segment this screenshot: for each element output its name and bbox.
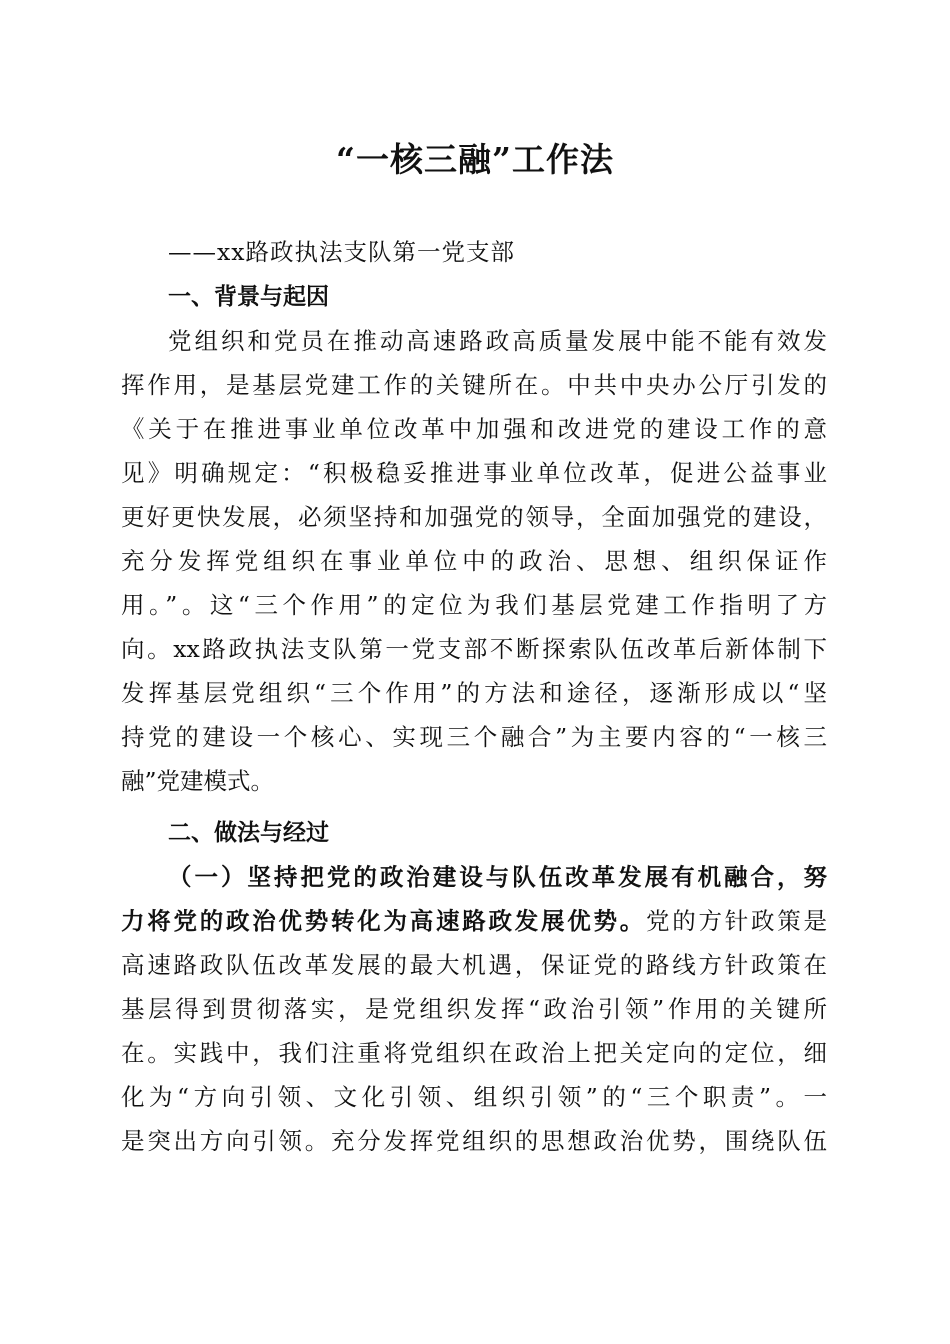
paragraph-line: 《关于在推进事业单位改革中加强和改进党的建设工作的意: [121, 415, 827, 443]
bold-lead-continuation: 力将党的政治优势转化为高速路政发展优势。: [121, 907, 646, 935]
section-methods-paragraph: [121, 855, 827, 1163]
paragraph-line: 挥作用，是基层党建工作的关键所在。中共中央办公厅引发的: [121, 371, 827, 399]
paragraph-line: 向。xx路政执法支队第一党支部不断探索队伍改革后新体制下: [121, 635, 827, 663]
paragraph-line: 在。实践中，我们注重将党组织在政治上把关定向的定位，细: [121, 1039, 827, 1067]
paragraph-line: 基层得到贯彻落实，是党组织发挥“政治引领”作用的关键所: [121, 995, 827, 1023]
document-subtitle: ——xx路政执法支队第一党支部: [168, 238, 516, 266]
section-heading-methods: 二、做法与经过: [168, 820, 329, 846]
paragraph-line: 融”党建模式。: [121, 767, 275, 795]
mixed-line: [121, 899, 827, 943]
bold-lead-line: （一）坚持把党的政治建设与队伍改革发展有机融合，努: [168, 863, 827, 891]
paragraph-line: 高速路政队伍改革发展的最大机遇，保证党的路线方针政策在: [121, 951, 827, 979]
section-heading-background: 一、背景与起因: [168, 284, 329, 310]
paragraph-line: 是突出方向引领。充分发挥党组织的思想政治优势，围绕队伍: [121, 1127, 827, 1155]
paragraph-line: 持党的建设一个核心、实现三个融合”为主要内容的“一核三: [121, 723, 827, 751]
paragraph-line: 发挥基层党组织“三个作用”的方法和途径，逐渐形成以“坚: [121, 679, 827, 707]
paragraph-line: 用。”。这“三个作用”的定位为我们基层党建工作指明了方: [121, 591, 827, 619]
paragraph-line: 见》明确规定：“积极稳妥推进事业单位改革，促进公益事业: [121, 459, 827, 487]
document-title: “一核三融”工作法: [336, 140, 614, 179]
paragraph-text-run: 党的方针政策是: [646, 907, 827, 935]
paragraph-line: 更好更快发展，必须坚持和加强党的领导，全面加强党的建设，: [121, 503, 827, 531]
paragraph-line: 党组织和党员在推动高速路政高质量发展中能不能有效发: [168, 327, 827, 355]
paragraph-line: 化为“方向引领、文化引领、组织引领”的“三个职责”。一: [121, 1083, 827, 1111]
paragraph-line: 充分发挥党组织在事业单位中的政治、思想、组织保证作: [121, 547, 827, 575]
section-background-paragraph: [121, 319, 827, 803]
